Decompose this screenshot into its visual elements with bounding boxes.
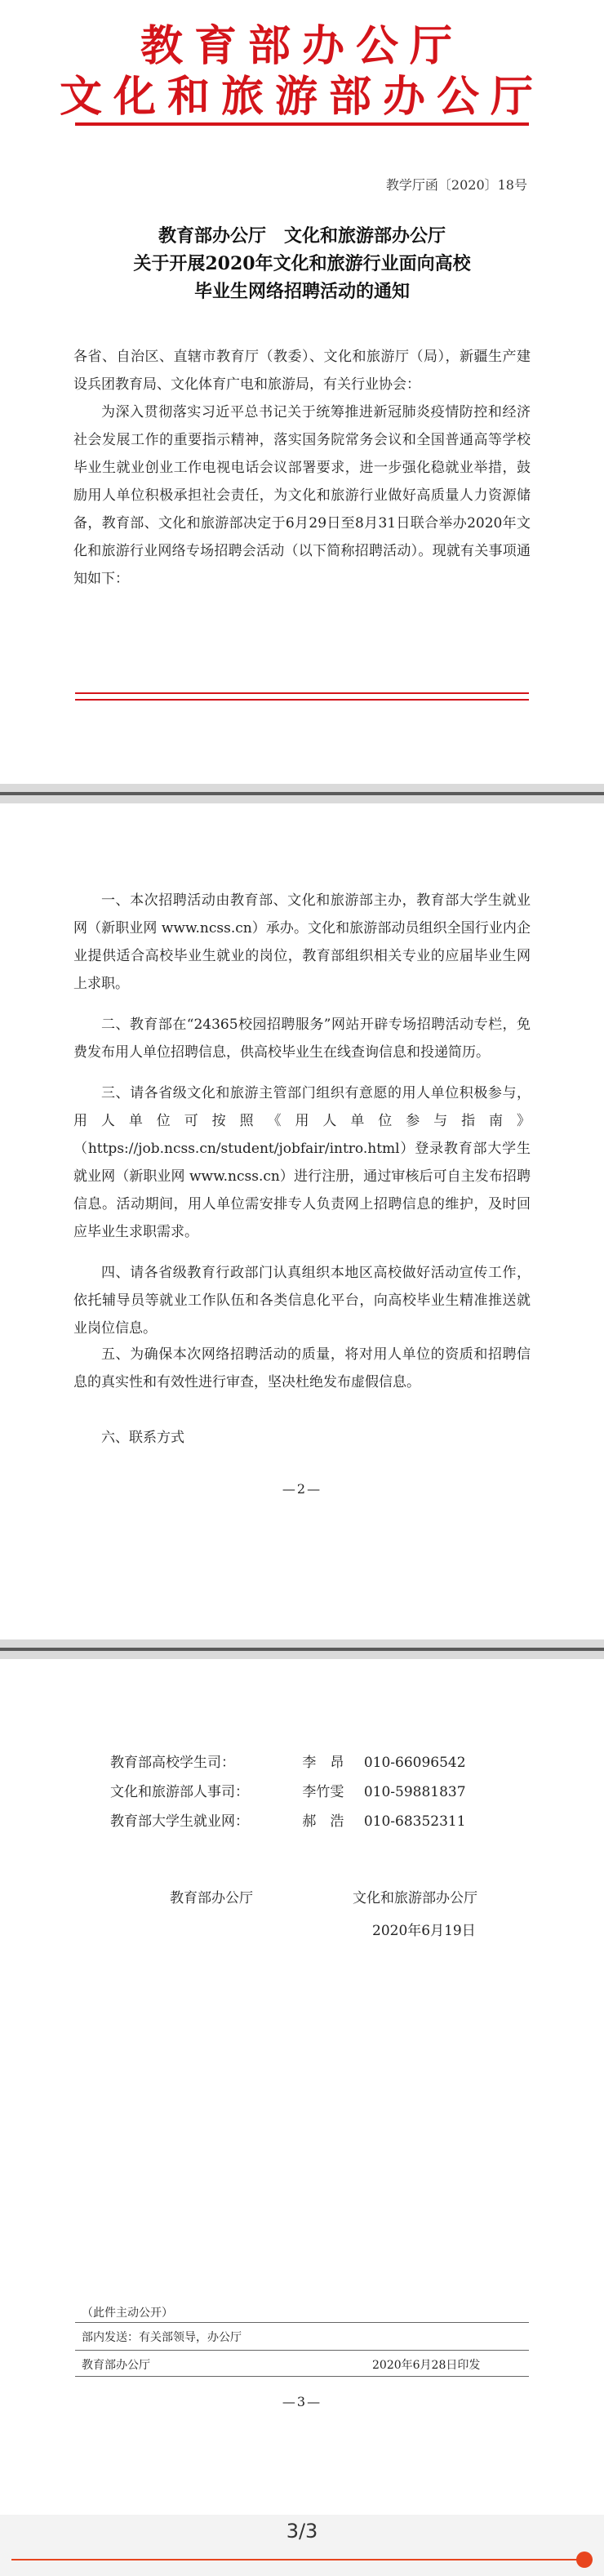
document-page-3 (0, 1659, 604, 2515)
section-red-rule-2 (75, 699, 529, 701)
contact-row (110, 1809, 466, 1830)
page-number-3: —3— (282, 2394, 322, 2409)
page-number-2: —2— (282, 1481, 322, 1497)
cc-note: 部内发送：有关部领导，办公厅 (82, 2331, 242, 2344)
page-counter: 3/3 (286, 2520, 318, 2543)
header-line-2: 文化和旅游部办公厅 (59, 73, 544, 122)
notice-title-line-1: 教育部办公厅 文化和旅游部办公厅 (158, 225, 446, 247)
item-6-contacts-heading: 六、联系方式 (101, 1430, 184, 1446)
intro-body: 为深入贯彻落实习近平总书记关于统筹推进新冠肺炎疫情防控和经济社会发展工作的重要指示精神，落实国务院常务会议和全国普通高等学校毕业生就业创业工作电视电话会议部署要求，进一步强化稳就业举措，鼓励用人单位积极承担社会责任，为文化和旅游行业做好高质量人力资源储备，教育部、文化和旅游部决定于6月29日至8月31日联合举办2020年文化和旅游行业网络专场招聘会活动（以下简称招聘活动）。现就有关事项通知如下： (73, 404, 531, 587)
item-2: 二、教育部在“24365校园招聘服务”网站开辟专场招聘活动专栏，免费发布用人单位招聘信息，供高校毕业生在线查询信息和投递简历。 (73, 1017, 531, 1061)
footer-rule (75, 2322, 529, 2323)
item-5: 五、为确保本次网络招聘活动的质量，将对用人单位的资质和招聘信息的真实性和有效性进行审查，坚决杜绝发布虚假信息。 (73, 1346, 531, 1390)
notice-title-line-2: 关于开展2020年文化和旅游行业面向高校 (133, 253, 471, 274)
footer-rule (75, 2376, 529, 2377)
sign-date: 2020年6月19日 (372, 1923, 476, 1939)
notice-title-line-3: 毕业生网络招聘活动的通知 (193, 281, 410, 302)
document-page-2 (0, 803, 604, 1639)
item-1: 一、本次招聘活动由教育部、文化和旅游部主办，教育部大学生就业网（新职业网 www.ncss.cn）承办。文化和旅游部动员组织全国行业内企业提供适合高校毕业生就业的岗位，教育部组织相关专业的应届毕业生网上求职。 (73, 892, 531, 992)
document-page-1 (0, 0, 604, 784)
document-number: 教学厅函〔2020〕18号 (385, 177, 527, 193)
signer-right: 文化和旅游部办公厅 (353, 1890, 477, 1906)
item-4: 四、请各省级教育行政部门认真组织本地区高校做好活动宣传工作，依托辅导员等就业工作队伍和各类信息化平台，向高校毕业生精准推送就业岗位信息。 (73, 1265, 531, 1337)
document-viewer-bar (0, 2515, 604, 2576)
page-separator (0, 784, 604, 803)
page-progress-fill (11, 2559, 593, 2560)
contact-row (110, 1780, 466, 1800)
contact-row (110, 1751, 466, 1771)
section-red-rule (75, 692, 529, 694)
footer-rule (75, 2350, 529, 2351)
contact-phone: 010-59881837 (363, 1784, 466, 1800)
contact-org: 教育部大学生就业网： (110, 1813, 249, 1830)
contact-person: 郝 浩 (302, 1813, 344, 1830)
page-progress-track[interactable] (11, 2559, 593, 2560)
page-progress-handle[interactable] (576, 2552, 593, 2568)
contact-person: 李 昂 (302, 1755, 344, 1771)
addressees: 各省、自治区、直辖市教育厅（教委）、文化和旅游厅（局），新疆生产建设兵团教育局、文化体育广电和旅游局，有关行业协会： (73, 349, 531, 393)
print-date: 2020年6月28日印发 (372, 2359, 481, 2372)
header-red-rule (75, 122, 529, 126)
header-line-1: 教育部办公厅 (140, 22, 464, 71)
contact-org: 文化和旅游部人事司： (110, 1784, 249, 1800)
signer-left: 教育部办公厅 (170, 1890, 253, 1906)
public-note: （此件主动公开） (82, 2307, 173, 2320)
page-separator (0, 1639, 604, 1659)
contact-phone: 010-68352311 (363, 1813, 466, 1830)
contact-phone: 010-66096542 (363, 1755, 466, 1771)
contact-org: 教育部高校学生司： (110, 1755, 235, 1771)
item-3: 三、请各省级文化和旅游主管部门组织有意愿的用人单位积极参与，用人单位可按照《用人单位参与指南》（https://job.ncss.cn/student/jobfair/intro.html）登录教育部大学生就业网（新职业网 www.ncss.cn）进行注册，通过审核后可自主发布招聘信息。活动期间，用人单位需安排专人负责网上招聘信息的维护，及时回应毕业生求职需求。 (73, 1085, 531, 1240)
issuer: 教育部办公厅 (82, 2359, 150, 2372)
contact-person: 李竹雯 (302, 1784, 344, 1800)
